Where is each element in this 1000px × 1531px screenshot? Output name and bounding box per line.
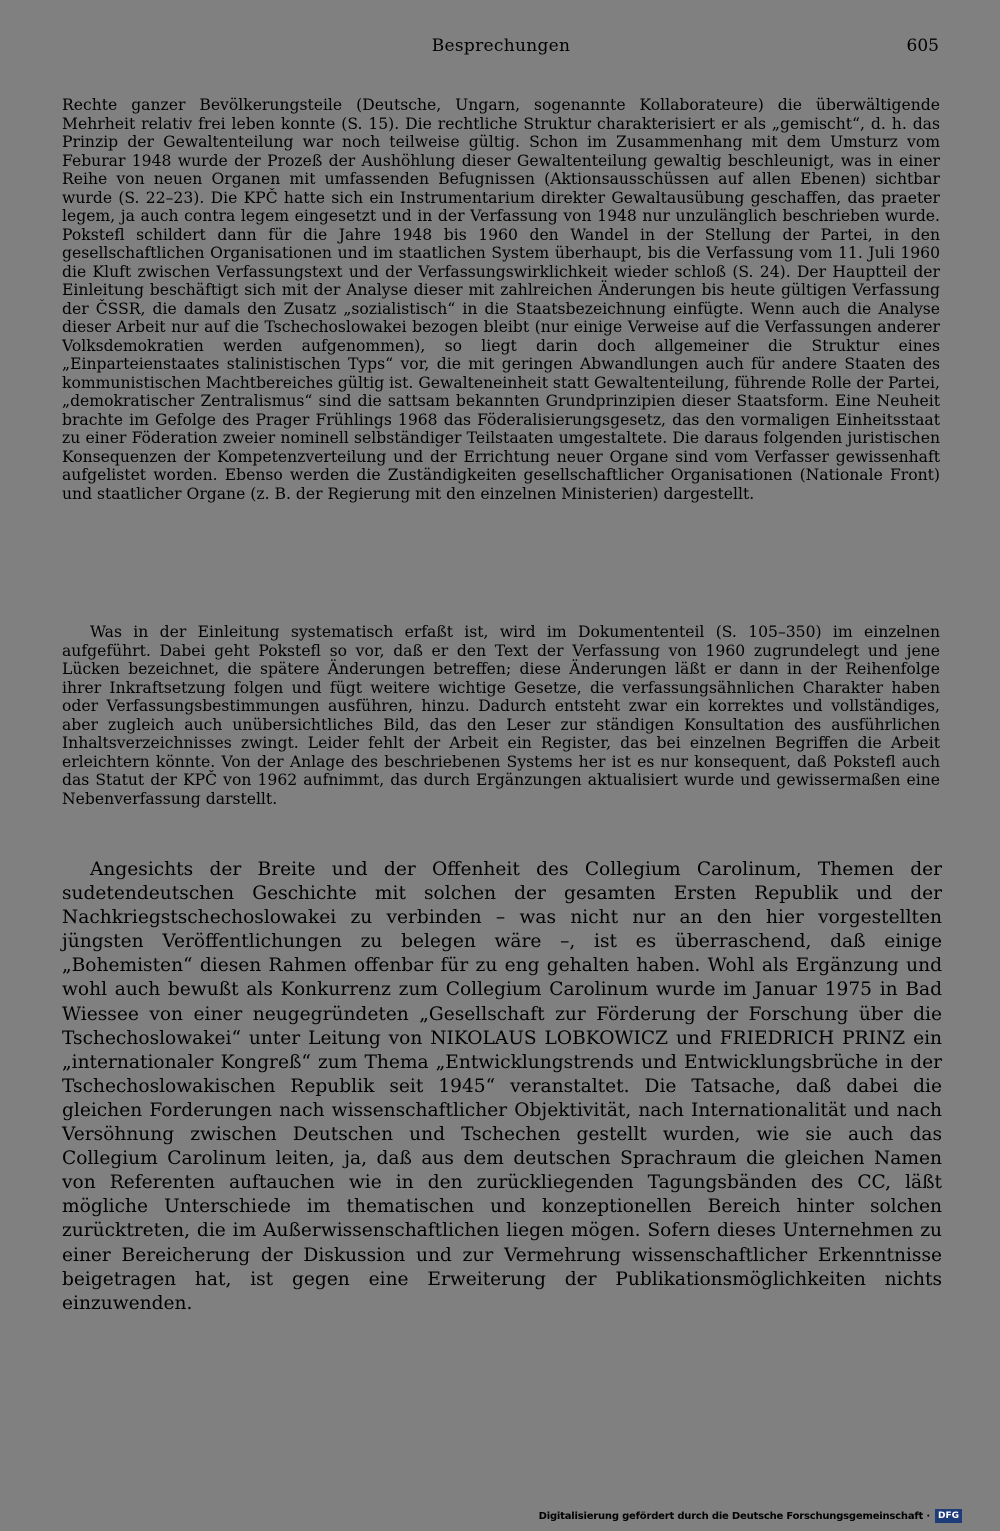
body-paragraph-1: Rechte ganzer Bevölkerungsteile (Deutsche, Ungarn, sogenannte Kollaborateure) die überwältigende Mehrheit relativ frei leben konnte (S. 15). Die rechtliche Struktur charakterisiert er als „gemischt“, d. h. das Prinzip der Gewaltenteilung war noch teilweise gültig. Schon im Zusammenhang mit dem Umsturz vom Feburar 1948 wurde der Prozeß der Aushöhlung dieser Gewaltenteilung gewaltig beschleunigt, was in einer Reihe von neuen Organen mit umfassenden Befugnissen (Aktionsausschüssen auf allen Ebenen) sichtbar wurde (S. 22–23). Die KPČ hatte sich ein Instrumentarium direkter Gewaltausübung geschaffen, das praeter legem, ja auch contra legem eingesetzt und in der Verfassung von 1948 nur unzulänglich beschrieben wurde. Pokstefl schildert dann für die Jahre 1948 bis 1960 den Wandel in der Stellung der Partei, in den gesellschaftlichen Organisationen und im staatlichen System überhaupt, bis die Verfassung vom 11. Juli 1960 die Kluft zwischen Verfassungstext und der Verfassungswirklichkeit wieder schloß (S. 24). Der Hauptteil der Einleitung beschäftigt sich mit der Analyse dieser mit zahlreichen Änderungen bis heute gültigen Verfassung der ČSSR, die damals den Zusatz „sozialistisch“ in die Staatsbezeichnung einfügte. Wenn auch die Analyse dieser Arbeit nur auf die Tschechoslowakei bezogen bleibt (nur einige Verweise auf die Verfassungen anderer Volksdemokratien werden aufgenommen), so liegt darin doch allgemeiner die Struktur eines „Einparteienstaates stalinistischen Typs“ vor, die mit geringen Abwandlungen auch für andere Staaten des kommunistischen Machtbereiches gültig ist. Gewalteneinheit statt Gewaltenteilung, führende Rolle der Partei, „demokratischer Zentralismus“ sind die sattsam bekannten Grundprinzipien dieser Staatsform. Eine Neuheit brachte im Gefolge des Prager Frühlings 1968 das Föderalisierungsgesetz, das den vormaligen Einheitsstaat zu einer Föderation zweier nominell selbständiger Teilstaaten umgestaltete. Die daraus folgenden juristischen Konsequenzen der Kompetenzverteilung und der Errichtung neuer Organe sind vom Verfasser gewissenhaft aufgelistet worden. Ebenso werden die Zuständigkeiten gesellschaftlicher Organisationen (Nationale Front) und staatlicher Organe (z. B. der Regierung mit den einzelnen Ministerien) dargestellt. — [62, 96, 940, 503]
body-paragraph-3: Angesichts der Breite und der Offenheit des Collegium Carolinum, Themen der sudetendeutschen Geschichte mit solchen der gesamten Ersten Republik und der Nachkriegstschechoslowakei zu verbinden – was nicht nur an den hier vorgestellten jüngsten Veröffentlichungen zu belegen wäre –, ist es überraschend, daß einige „Bohemisten“ diesen Rahmen offenbar für zu eng gehalten haben. Wohl als Ergänzung und wohl auch bewußt als Konkurrenz zum Collegium Carolinum wurde im Januar 1975 in Bad Wiessee von einer neugegründeten „Gesellschaft zur Förderung der Forschung über die Tschechoslowakei“ unter Leitung von NIKOLAUS LOBKOWICZ und FRIEDRICH PRINZ ein „internationaler Kongreß“ zum Thema „Entwicklungstrends und Entwicklungsbrüche in der Tschechoslowakischen Republik seit 1945“ veranstaltet. Die Tatsache, daß dabei die gleichen Forderungen nach wissenschaftlicher Objektivität, nach Internationalität und nach Versöhnung zwischen Deutschen und Tschechen gestellt wurden, wie sie auch das Collegium Carolinum leiten, ja, daß aus dem deutschen Sprachraum die gleichen Namen von Referenten auftauchen wie in den zurückliegenden Tagungsbänden des CC, läßt mögliche Unterschiede im thematischen und konzeptionellen Bereich hinter solchen zurücktreten, die im Außerwissenschaftlichen liegen mögen. Sofern dieses Unternehmen zu einer Bereicherung der Diskussion und zur Vermehrung wissenschaftlicher Erkenntnisse beigetragen hat, ist gegen eine Erweiterung der Publikationsmöglichkeiten nichts einzuwenden. — [62, 859, 942, 1314]
page-header — [63, 36, 939, 60]
page-number: 605 — [906, 36, 939, 56]
running-head: Besprechungen — [431, 36, 571, 56]
body-paragraph-2: Was in der Einleitung systematisch erfaßt ist, wird im Dokumententeil (S. 105–350) im einzelnen aufgeführt. Dabei geht Pokstefl so vor, daß er den Text der Verfassung von 1960 zugrundelegt und jene Lücken bezeichnet, die spätere Änderungen betreffen; diese Änderungen läßt er dann in der Reihenfolge ihrer Inkraftsetzung folgen und fügt weitere wichtige Gesetze, die verfassungsähnlichen Charakter haben oder Verfassungsbestimmungen ausführen, hinzu. Dadurch entsteht zwar ein korrektes und vollständiges, aber zugleich auch unübersichtliches Bild, das den Leser zur ständigen Konsultation des ausführlichen Inhaltsverzeichnisses zwingt. Leider fehlt der Arbeit ein Register, das bei einzelnen Begriffen die Arbeit erleichtern könnte. Von der Anlage des beschriebenen Systems her ist es nur konsequent, daß Pokstefl auch das Statut der KPČ von 1962 aufnimmt, das durch Ergänzungen aktualisiert wurde und gewissermaßen eine Nebenverfassung darstellt. — [62, 623, 940, 808]
digitization-footer — [539, 1507, 962, 1525]
dfg-logo: DFG — [935, 1509, 962, 1523]
footer-credit-text: Digitalisierung gefördert durch die Deutsche Forschungsgemeinschaft · — [538, 1510, 930, 1522]
